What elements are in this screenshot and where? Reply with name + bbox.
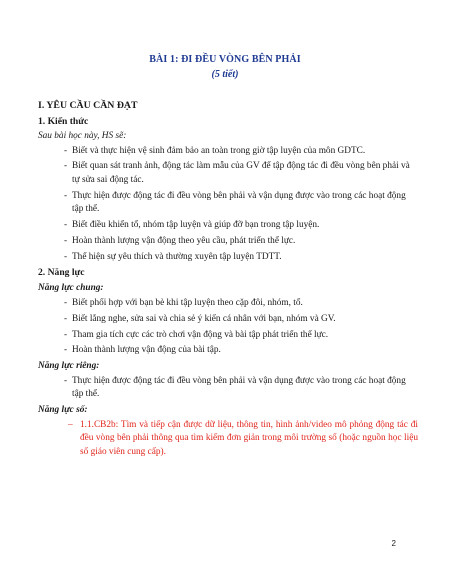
list-item [38,145,418,159]
document-body [38,99,418,462]
dash-bullet: - [64,298,68,309]
lesson-duration: (5 tiết) [211,69,239,80]
list-item-text: Hoàn thành lượng vận động của bài tập. [72,345,221,356]
dash-bullet: - [64,220,68,231]
dash-bullet: - [64,329,68,340]
list-item [38,160,418,187]
list-item [38,419,418,460]
digital-competence-label: Năng lực số: [38,405,88,416]
list-item [38,329,418,343]
subsection-heading-knowledge: 1. Kiến thức [38,116,89,127]
knowledge-list [38,145,418,265]
digital-competence-list [38,419,418,460]
specific-competence-label: Năng lực riêng: [38,361,100,372]
dash-bullet: - [64,190,68,201]
dash-bullet: - [64,251,68,262]
list-item [38,375,418,402]
list-item-text: Thực hiện được động tác đi đều vòng bên phải và vận dụng được vào trong các hoạt động tập thể. [72,375,406,400]
general-competence-list [38,297,418,358]
list-item [38,251,418,265]
lesson-title: BÀI 1: ĐI ĐỀU VÒNG BÊN PHẢI [149,54,301,65]
knowledge-intro: Sau bài học này, HS sẽ: [38,131,127,141]
list-item [38,313,418,327]
dash-bullet: - [64,375,68,386]
list-item-text: Tham gia tích cực các trò chơi vận động và bài tập phát triển thể lực. [72,329,329,340]
list-item-text: Biết lắng nghe, sửa sai và chia sẻ ý kiến cá nhân với bạn, nhóm và GV. [72,313,336,324]
list-item-text: Biết quan sát tranh ảnh, động tác làm mẫu của GV để tập động tác đi đều vòng bên phải và tự sửa sai động tác. [72,161,410,185]
dash-bullet: - [64,145,68,156]
list-item [38,235,418,249]
section-heading-requirements: I. YÊU CẦU CẦN ĐẠT [38,100,138,111]
list-item [38,344,418,358]
list-item-text: Biết và thực hiện vệ sinh đảm bảo an toàn trong giờ tập luyện của môn GDTC. [72,145,366,156]
dash-bullet: - [64,345,68,356]
list-item-text: Thực hiện được động tác đi đều vòng bên phải và vận dụng được vào trong các hoạt động tập thể. [72,190,406,215]
subsection-heading-competence: 2. Năng lực [38,267,85,279]
list-item-text: Thể hiện sự yêu thích và thường xuyên tập luyện TDTT. [72,251,282,262]
list-item-text: Biết phối hợp với bạn bè khi tập luyện theo cặp đôi, nhóm, tổ. [72,298,303,309]
dash-bullet: - [64,235,68,246]
specific-competence-list [38,375,418,402]
dash-bullet: - [64,313,68,324]
list-item-text: Hoàn thành lượng vận động theo yêu cầu, phát triển thể lực. [72,235,296,246]
dash-bullet: - [64,161,68,172]
general-competence-label: Năng lực chung: [38,283,104,294]
list-item-text: Biết điều khiển tổ, nhóm tập luyện và giúp đỡ bạn trong tập luyện. [72,220,320,231]
list-item [38,219,418,233]
dash-bullet: – [68,419,73,430]
list-item-text: 1.1.CB2b: Tìm và tiếp cận được dữ liệu, thông tin, hình ảnh/video mô phỏng động tác đi đều vòng bên phải thông qua tìm kiếm đơn giản trong môi trường số (hoặc nguồn học liệu số giáo viên cung cấp). [80,419,418,457]
page-number: 2 [391,539,396,548]
list-item [38,190,418,217]
list-item [38,297,418,311]
